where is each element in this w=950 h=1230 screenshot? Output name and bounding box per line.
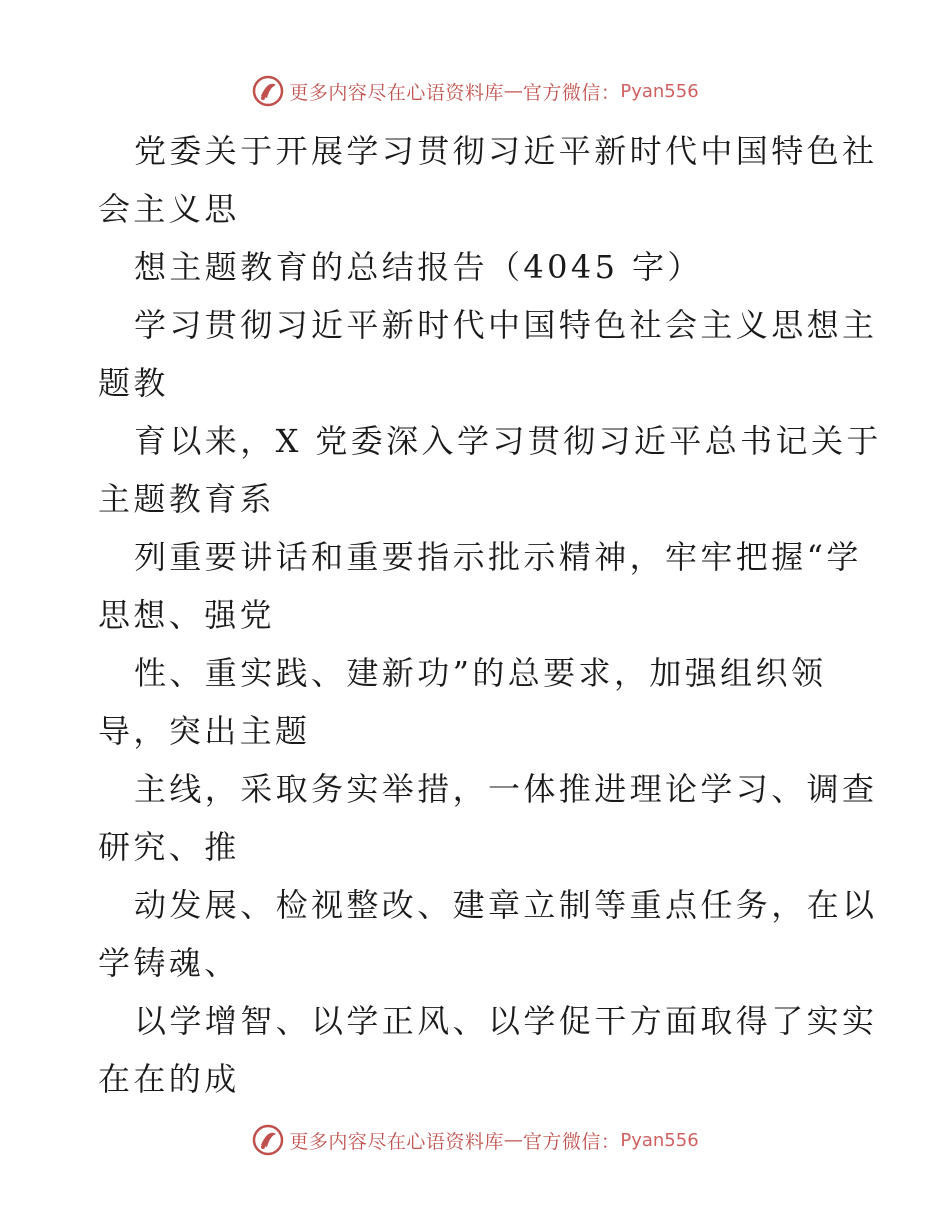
- text-line: 学铸魂、: [98, 944, 240, 982]
- text-line: 想主题教育的总结报告（4045 字）: [134, 248, 703, 286]
- watermark-official-text: 官方微信：: [522, 81, 621, 104]
- text-line: 主线，采取务实举措，一体推进理论学习、调查: [134, 770, 878, 808]
- watermark-wechat-id: Pyan556: [620, 80, 699, 102]
- watermark-footer: [0, 1123, 950, 1157]
- text-line: 以学增智、以学正风、以学促干方面取得了实实: [134, 1002, 878, 1040]
- watermark-brand-text: 更多内容尽在心语资料库: [289, 1130, 504, 1153]
- watermark-separator: —: [503, 80, 523, 102]
- text-line: 党委关于开展学习贯彻习近平新时代中国特色社: [134, 132, 878, 170]
- brand-logo-icon: [251, 1123, 285, 1157]
- text-line: 会主义思: [98, 190, 240, 228]
- text-line: 题教: [98, 364, 169, 402]
- text-line: 研究、推: [98, 828, 240, 866]
- watermark-separator: —: [503, 1129, 523, 1151]
- text-line: 导，突出主题: [98, 712, 311, 750]
- document-body: [98, 122, 882, 1108]
- watermark-official-text: 官方微信：: [522, 1130, 621, 1153]
- text-line: 学习贯彻习近平新时代中国特色社会主义思想主: [134, 306, 878, 344]
- text-line: 主题教育系: [98, 480, 276, 518]
- text-line: 动发展、检视整改、建章立制等重点任务，在以: [134, 886, 878, 924]
- watermark-brand-text: 更多内容尽在心语资料库: [289, 81, 504, 104]
- text-line: 思想、强党: [98, 596, 276, 634]
- text-line: 育以来，X 党委深入学习贯彻习近平总书记关于: [134, 422, 882, 460]
- text-line: 列重要讲话和重要指示批示精神，牢牢把握“学: [134, 538, 862, 576]
- text-line: 在在的成: [98, 1060, 240, 1098]
- text-line: 性、重实践、建新功”的总要求，加强组织领: [134, 654, 827, 692]
- watermark-wechat-id: Pyan556: [620, 1129, 699, 1151]
- watermark-header: [0, 74, 950, 108]
- brand-logo-icon: [251, 74, 285, 108]
